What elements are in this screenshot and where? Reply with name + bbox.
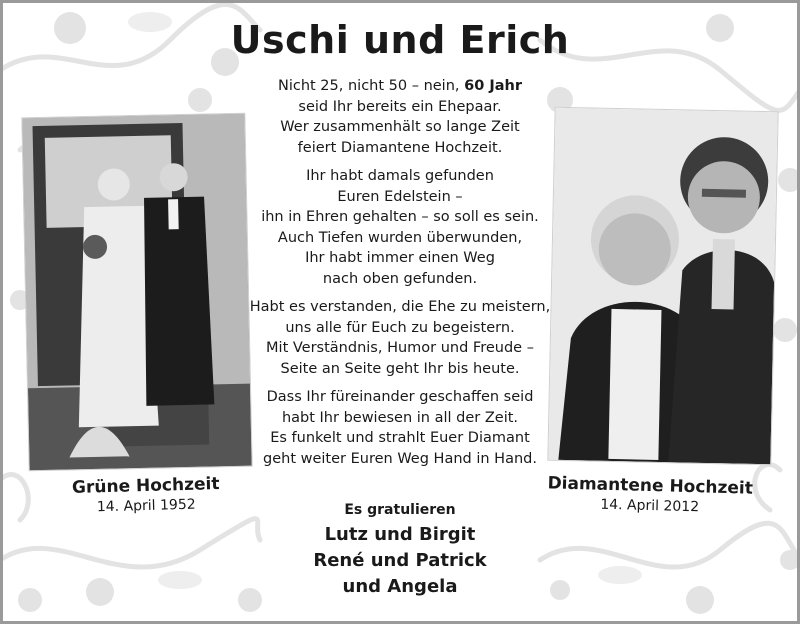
- congrats-name: René und Patrick: [313, 550, 487, 571]
- poem-stanza-3: [240, 297, 560, 379]
- poem-line: seid Ihr bereits ein Ehepaar.: [298, 98, 502, 115]
- wedding-photo-1952: [22, 114, 251, 471]
- congrats-name: Lutz und Birgit: [324, 524, 476, 545]
- poem-line: Wer zusammenhält so lange Zeit: [280, 119, 520, 135]
- congratulations-block: [250, 502, 550, 600]
- right-photo-caption: [540, 473, 761, 517]
- poem-line: feiert Diamantene Hochzeit.: [297, 139, 503, 156]
- caption-date: 14. April 1952: [96, 496, 196, 516]
- left-photo-caption: [36, 473, 257, 517]
- poem: [240, 76, 560, 477]
- poem-line: Dass Ihr füreinander geschaffen seid: [266, 389, 534, 405]
- poem-line-prefix: Nicht 25, nicht 50 – nein,: [277, 78, 465, 94]
- announcement-title: Uschi und Erich: [230, 18, 570, 62]
- poem-line: ihn in Ehren gehalten – so soll es sein.: [261, 209, 539, 225]
- caption-date: 14. April 2012: [600, 496, 700, 516]
- congrats-intro: Es gratulieren: [344, 502, 456, 518]
- poem-line: Mit Verständnis, Humor und Freude –: [266, 340, 534, 356]
- poem-line: Auch Tiefen wurden überwunden,: [277, 229, 523, 246]
- poem-line: Ihr habt immer einen Weg: [305, 250, 495, 266]
- poem-stanza-4: [240, 387, 560, 469]
- poem-highlight-years: 60 Jahr: [464, 78, 523, 94]
- poem-line: [240, 76, 560, 97]
- poem-line: Es funkelt und strahlt Euer Diamant: [270, 430, 530, 446]
- poem-line: geht weiter Euren Weg Hand in Hand.: [263, 450, 537, 467]
- poem-line: Euren Edelstein –: [337, 188, 463, 205]
- poem-line: Habt es verstanden, die Ehe zu meistern,: [249, 299, 551, 315]
- congrats-name: und Angela: [342, 576, 458, 597]
- poem-stanza-2: [240, 166, 560, 289]
- poem-line: Seite an Seite geht Ihr bis heute.: [280, 360, 520, 377]
- poem-line: habt Ihr bewiesen in all der Zeit.: [281, 409, 519, 426]
- poem-stanza-1: [240, 76, 560, 158]
- poem-line: nach oben gefunden.: [322, 270, 478, 287]
- caption-heading: Diamantene Hochzeit: [547, 473, 754, 499]
- poem-line: uns alle für Euch zu begeistern.: [285, 319, 515, 336]
- couple-photo-2012: [548, 108, 777, 465]
- poem-line: Ihr habt damals gefunden: [306, 168, 494, 184]
- caption-heading: Grüne Hochzeit: [71, 474, 220, 498]
